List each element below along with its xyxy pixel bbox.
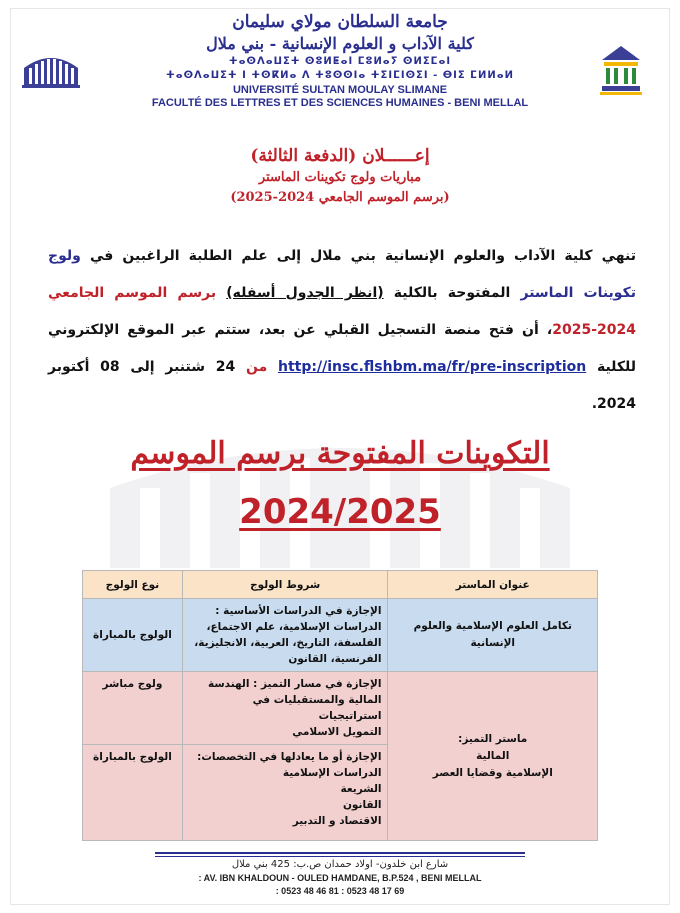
footer-divider: [155, 856, 525, 857]
condition-line: الإجازة أو ما يعادلها في التخصصات:: [197, 751, 382, 763]
tifinagh-university-name: ⵜⴰⵙⴷⴰⵡⵉⵜ ⵙⵓⵍⵟⴰⵏ ⵎⵓⵍⴰⵢ ⵙⵍⵉⵎⴰⵏ: [228, 56, 452, 67]
footer-arabic-address: شارع ابن خلدون- اولاد حمدان ص.ب: 425 بني ملال: [231, 859, 449, 870]
condition-line: الدراسات الإسلامية: [282, 767, 382, 779]
footer-divider: [155, 852, 525, 854]
table-row: [83, 599, 598, 672]
arabic-university-name: جامعة السلطان مولاي سليمان: [232, 12, 448, 32]
letterhead: [0, 0, 680, 120]
body-text: تنهي كلية الآداب والعلوم الإنسانية بني ملال إلى علم الطلبة الراغبين في: [89, 248, 636, 264]
access-type: الولوج بالمباراة: [93, 629, 172, 641]
header-type: نوع الولوج: [83, 571, 183, 599]
tifinagh-faculty-name: ⵜⴰⵙⴷⴰⵡⵉⵜ ⵏ ⵜⵙⴽⵍⴰ ⴷ ⵜⵓⵙⵙⵏⴰ ⵜⵉⵏⵎⵏⵙⵉⵏ - ⴱⵏⵉ ⵎⵍⵍⴰⵍ: [165, 70, 515, 81]
access-type: الولوج بالمباراة: [93, 751, 172, 763]
conditions-cell: [182, 672, 388, 745]
announcement-subtitle: مباريات ولوج تكوينات الماستر: [258, 170, 422, 185]
master-title-cell: [388, 672, 598, 841]
announcement-title: إعــــــلان (الدفعة الثالثة): [250, 146, 430, 166]
announcement-body: [48, 238, 636, 423]
table-header-row: [83, 571, 598, 599]
conditions-cell: [182, 599, 388, 672]
body-see-table: (انظر الجدول أسفله): [226, 285, 384, 301]
french-faculty-name: FACULTÉ DES LETTRES ET DES SCIENCES HUMAINES - BENI MELLAL: [151, 97, 529, 109]
condition-line: الفلسفة، التاريخ، العربية، الانجليزية،: [194, 637, 382, 649]
footer-phones: : 0523 48 46 81 : 0523 48 17 69: [275, 886, 405, 896]
table-row: [83, 672, 598, 745]
body-highlight-season: برسم الموسم الجامعي 2024-2025: [48, 285, 636, 338]
condition-line: المالية والمستقبليات في استراتيجيات: [252, 694, 382, 722]
master-title-line: الإسلامية وقضايا العصر: [432, 766, 553, 779]
preinscription-link[interactable]: http://insc.flshbm.ma/fr/pre-inscription: [278, 359, 587, 375]
french-university-name: UNIVERSITÉ SULTAN MOULAY SLIMANE: [232, 84, 448, 96]
condition-line: القانون: [342, 799, 382, 811]
section-year: 2024/2025: [239, 492, 441, 532]
master-title-line: المالية: [476, 749, 510, 762]
condition-line: الدراسات الإسلامية، علم الاجتماع،: [206, 621, 382, 633]
body-highlight-masters: ولوج تكوينات الماستر: [48, 248, 636, 301]
footer-french-address: : AV. IBN KHALDOUN - OULED HAMDANE, B.P.524 , BENI MELLAL: [198, 873, 482, 883]
conditions-cell: [182, 745, 388, 841]
arabic-faculty-name: كلية الآداب و العلوم الإنسانية - بني ملال: [206, 34, 474, 53]
body-from: من: [245, 359, 268, 375]
access-type-cell: [83, 745, 183, 841]
condition-line: الفرنسية، القانون: [288, 653, 382, 665]
header-conditions: شروط الولوج: [182, 571, 388, 599]
access-type-cell: [83, 672, 183, 745]
condition-line: الإجازة في مسار التميز : الهندسة: [207, 678, 382, 690]
master-title-cell: [388, 599, 598, 672]
header-title: عنوان الماستر: [388, 571, 598, 599]
body-text: المفتوحة بالكلية: [393, 285, 511, 301]
body-text: ، أن فتح منصة التسجيل القبلي عن بعد، ستتم عبر الموقع الإلكتروني للكلية: [48, 322, 637, 375]
master-title-line: ماستر التميز:: [458, 732, 528, 745]
access-type: ولوج مباشر: [102, 678, 163, 690]
master-title: تكامل العلوم الإسلامية والعلوم الإنسانية: [413, 620, 572, 649]
condition-line: التمويل الاسلامي: [292, 726, 382, 738]
university-logo-icon: [596, 40, 646, 96]
access-type-cell: [83, 599, 183, 672]
condition-line: الإجازة في الدراسات الأساسية :: [215, 605, 382, 617]
condition-line: الاقتصاد و التدبير: [292, 815, 382, 827]
section-title: التكوينات المفتوحة برسم الموسم: [130, 436, 550, 471]
programs-table: [82, 570, 598, 841]
announcement-season: (برسم الموسم الجامعي 2024-2025): [230, 190, 450, 205]
body-dates: 24 شتنبر إلى 08 أكتوبر 2024.: [48, 359, 636, 412]
faculty-building-logo-icon: [22, 48, 80, 88]
condition-line: الشريعة: [340, 783, 382, 795]
